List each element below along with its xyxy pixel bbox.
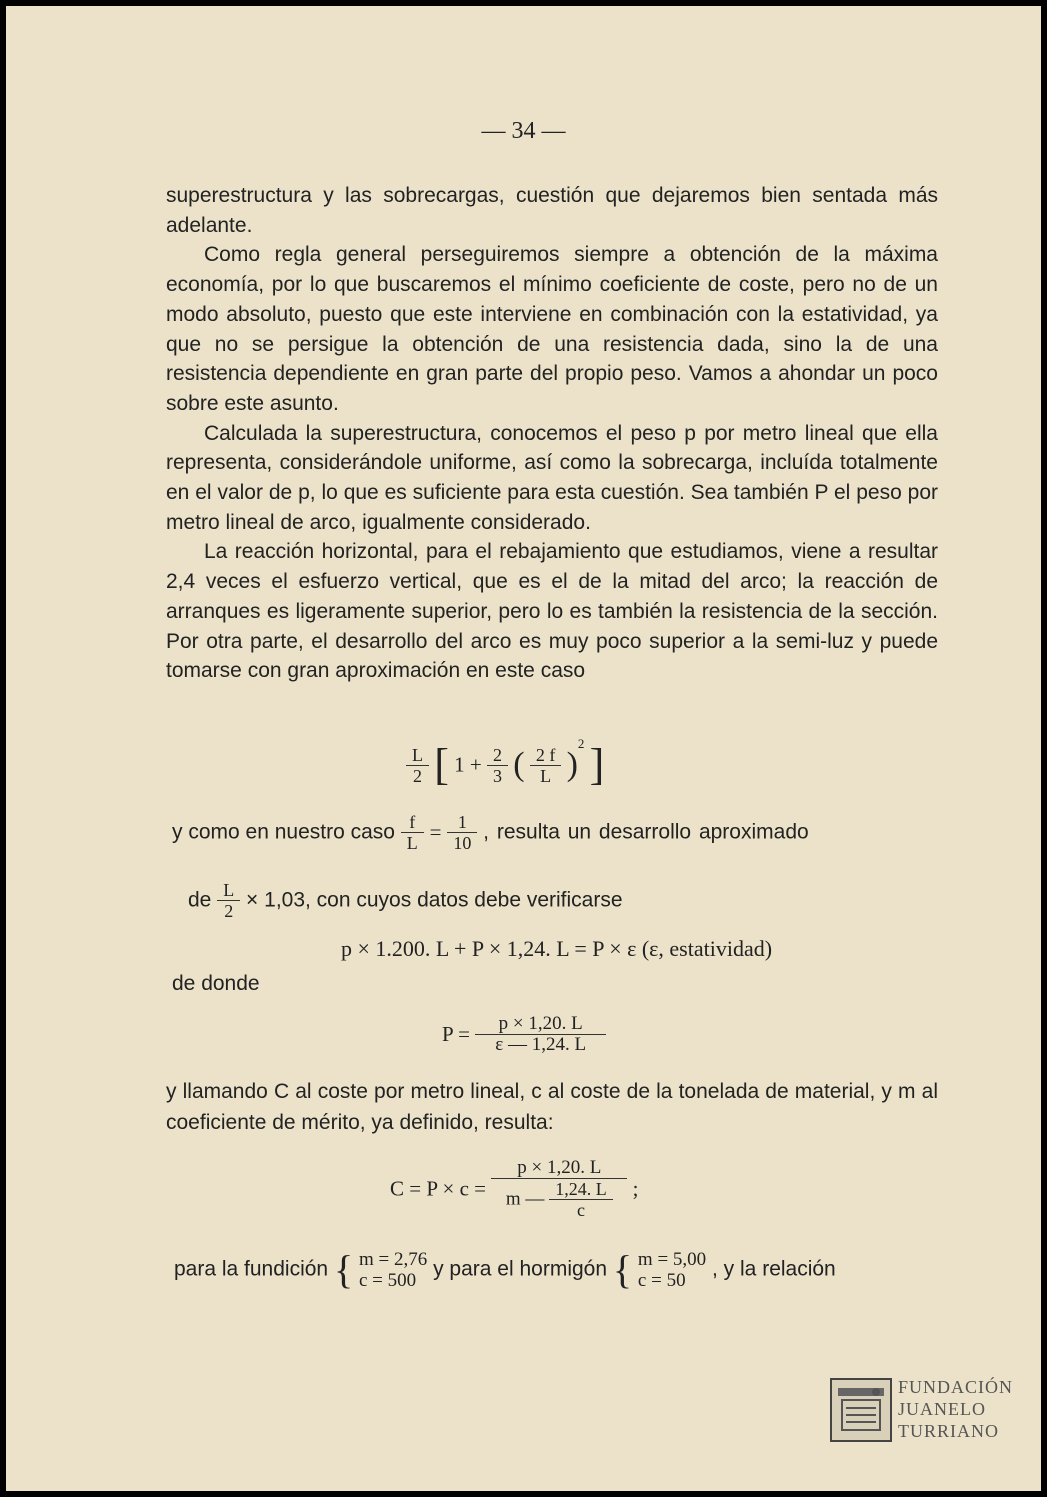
- left-bracket: [: [434, 740, 449, 790]
- exponent: 2: [577, 736, 585, 751]
- equation-3: C = P × c = p × 1,20. L m — $\frac{1,24. L}{c}$ ;: [390, 1157, 639, 1220]
- right-bracket: ]: [589, 740, 605, 790]
- de-donde: de donde: [172, 972, 260, 995]
- paragraph-2: Como regla general perseguiremos siempre a obtención de la máxima economía, por lo que buscaremos el mínimo coeficiente de coste, pero no de un modo absoluto, puesto que este interviene en combinación con la estatividad, ya que no se persigue la obtención de una resistencia dada, sino la de una resistencia dependiente en gran parte del propio peso. Vamos a ahondar un poco sobre este asunto.: [166, 243, 938, 415]
- paragraph-3: Calculada la superestructura, conocemos el peso p por metro lineal que ella representa, considerándole uniforme, así como la sobrecarga, incluída totalmente en el valor de p, lo que es suficiente para esta cuestión. Sea también P el peso por metro lineal de arco, igualmente considerado.: [166, 421, 938, 534]
- right-paren: ): [566, 746, 578, 784]
- formula-arc-length: $\frac{L}{2}$ [ 1 + $\frac{2}{3}$ ( $\frac{2 f}{L}$ )$^2$ ]: [406, 736, 604, 787]
- fraction-inner: $\frac{1,24. L}{c}$: [549, 1179, 613, 1220]
- left-brace: {: [333, 1247, 354, 1292]
- fundicion-values: m = 2,76 c = 500: [359, 1248, 428, 1291]
- fraction-l-over-2-b: $\frac{L}{2}$: [217, 880, 240, 921]
- foundation-logo: [830, 1376, 1030, 1446]
- hormigon-values: m = 5,00 c = 50: [637, 1248, 707, 1291]
- left-paren: (: [513, 746, 525, 784]
- paragraph-1: superestructura y las sobrecargas, cuestión que dejaremos bien sentada más adelante.: [166, 184, 938, 237]
- page-number: — 34 —: [481, 118, 566, 144]
- logo-text: FUNDACIÓN JUANELO TURRIANO: [898, 1377, 1014, 1441]
- fraction-equation-3: p × 1,20. L m — $\frac{1,24. L}{c}$: [491, 1158, 627, 1220]
- line-como-caso: y como en nuestro caso $\frac{f}{L}$ = $\frac{1}{10}$ , resulta un desarrollo aproximado: [172, 812, 809, 853]
- logo-emblem-icon: [830, 1378, 892, 1442]
- line-de: de $\frac{L}{2}$ × 1,03, con cuyos datos debe verificarse: [188, 880, 623, 921]
- document-page: [6, 6, 1041, 1491]
- equation-2: P = $\frac{p \times 1,20. L}{\varepsilon — 1,24. L}$: [442, 1014, 606, 1055]
- paragraph-5: y llamando C al coste por metro lineal, c al coste de la tonelada de material, y m al coeficiente de mérito, ya definido, resulta:: [166, 1080, 938, 1134]
- last-line: para la fundición { m = 2,76 c = 500 y para el hormigón { m = 5,00 c = 50 , y la relación: [174, 1247, 836, 1292]
- fraction-f-over-l: $\frac{f}{L}$: [401, 812, 424, 853]
- equation-1: p × 1.200. L + P × 1,24. L = P × ε (ε, estatividad): [341, 936, 773, 961]
- paragraph-5-wrap: [166, 1076, 938, 1138]
- fraction-2f-over-l: $\frac{2 f}{L}$: [530, 745, 562, 786]
- paragraph-4: La reacción horizontal, para el rebajamiento que estudiamos, viene a resultar 2,4 veces el esfuerzo vertical, que es el de la mitad del arco; la reacción de arranques es ligeramente superior, pero lo es también la resistencia de la sección. Por otra parte, el desarrollo del arco es muy poco superior a la semi-luz y puede tomarse con gran aproximación en este caso: [166, 540, 938, 683]
- fraction-1-over-10: $\frac{1}{10}$: [447, 812, 477, 853]
- left-brace-2: {: [612, 1247, 633, 1292]
- fraction-2-over-3: $\frac{2}{3}$: [487, 745, 508, 786]
- fraction-l-over-2: $\frac{L}{2}$: [406, 745, 429, 786]
- body-text: [166, 181, 938, 686]
- fraction-equation-2: $\frac{p \times 1,20. L}{\varepsilon — 1,24. L}$: [475, 1014, 606, 1055]
